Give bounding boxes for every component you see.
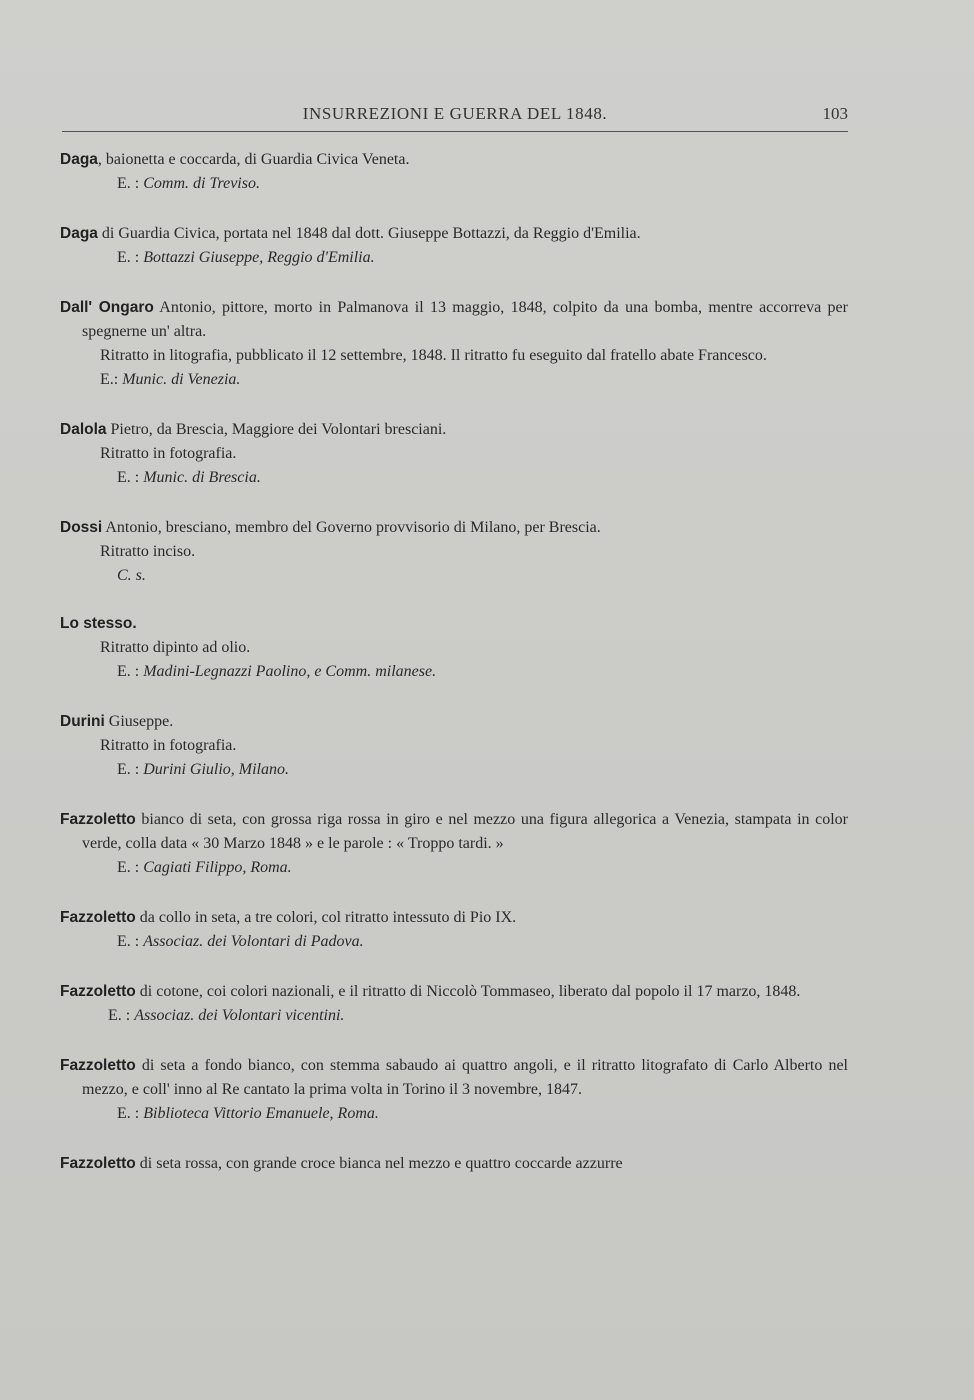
entry-keyword: Lo stesso. (60, 615, 137, 632)
entry-extra: Ritratto in litografia, pubblicato il 12 settembre, 1848. Il ritratto fu eseguito dal fratello abate Francesco. (100, 347, 767, 364)
entry-source-prefix: E. : (117, 175, 144, 192)
entry-source-prefix: E. : (117, 469, 144, 486)
header-rule (62, 131, 848, 132)
entry-source-prefix: E. : (117, 761, 144, 778)
entry-text: Antonio, pittore, morto in Palmanova il 13 maggio, 1848, colpito da una bomba, mentre accorreva per spegnerne un' altra. (82, 299, 848, 340)
entry-source: Comm. di Treviso. (143, 175, 260, 192)
entry-extra: Ritratto in fotografia. (100, 445, 237, 462)
entry-keyword: Daga (60, 225, 98, 242)
entry-text: da collo in seta, a tre colori, col ritratto intessuto di Pio IX. (135, 909, 517, 926)
entry-keyword: Fazzoletto (60, 909, 136, 926)
running-title: INSURREZIONI E GUERRA DEL 1848. (302, 104, 608, 123)
entry-source-prefix: E.: (100, 371, 123, 388)
entry-keyword: Dossi (60, 519, 103, 536)
entry (60, 222, 848, 270)
entry-source: Cagiati Filippo, Roma. (143, 859, 292, 876)
entry-source-prefix: E. : (117, 663, 144, 680)
entry-keyword: Fazzoletto (60, 811, 136, 828)
entry-source: Biblioteca Vittorio Emanuele, Roma. (143, 1105, 379, 1122)
entry-text: di Guardia Civica, portata nel 1848 dal dott. Giuseppe Bottazzi, da Reggio d'Emilia. (97, 225, 641, 242)
entry (60, 516, 848, 588)
entry-extra: Ritratto in fotografia. (100, 737, 237, 754)
entry-source: Durini Giulio, Milano. (143, 761, 289, 778)
entry-text: Pietro, da Brescia, Maggiore dei Volontari bresciani. (106, 421, 447, 438)
entry-source-prefix: E. : (117, 933, 144, 950)
entry-source: Associaz. dei Volontari di Padova. (143, 933, 364, 950)
entry-keyword: Fazzoletto (60, 1057, 136, 1074)
entry-text: , baionetta e coccarda, di Guardia Civica Veneta. (97, 151, 410, 168)
entry-source-prefix: E. : (117, 859, 144, 876)
entry-source: Munic. di Venezia. (122, 371, 241, 388)
entry-text: di cotone, coi colori nazionali, e il ritratto di Niccolò Tommaseo, liberato dal popolo il 17 marzo, 1848. (135, 983, 801, 1000)
entry-extra: Ritratto dipinto ad olio. (100, 639, 251, 656)
entry-source-prefix: E. : (108, 1007, 135, 1024)
entry (60, 808, 848, 880)
entry-source: Bottazzi Giuseppe, Reggio d'Emilia. (143, 249, 375, 266)
entry-text: Antonio, bresciano, membro del Governo provvisorio di Milano, per Brescia. (102, 519, 601, 536)
entry (60, 1152, 848, 1176)
entry-text: bianco di seta, con grossa riga rossa in giro e nel mezzo una figura allegorica a Venezia, stampata in color verde, colla data « 30 Marzo 1848 » e le parole : « Troppo tardi. » (82, 811, 848, 852)
entry-keyword: Fazzoletto (60, 1155, 136, 1172)
entry-source: C. s. (117, 567, 146, 584)
entry-keyword: Dall' Ongaro (60, 299, 154, 316)
entry-source-prefix: E. : (117, 1105, 144, 1122)
entry-keyword: Fazzoletto (60, 983, 136, 1000)
entry-source: Munic. di Brescia. (143, 469, 261, 486)
entry (60, 148, 848, 196)
entries-list (60, 148, 848, 1200)
entry (60, 612, 848, 684)
entry (60, 418, 848, 490)
page-number: 103 (822, 104, 848, 123)
entry (60, 296, 848, 392)
entry-text: Giuseppe. (104, 713, 174, 730)
entry (60, 1054, 848, 1126)
entry-text: di seta rossa, con grande croce bianca nel mezzo e quattro coccarde azzurre (135, 1155, 623, 1172)
entry-source-prefix: E. : (117, 249, 144, 266)
entry-keyword: Durini (60, 713, 105, 730)
entry (60, 906, 848, 954)
entry-source: Associaz. dei Volontari vicentini. (134, 1007, 345, 1024)
entry-extra: Ritratto inciso. (100, 543, 196, 560)
entry-text: di seta a fondo bianco, con stemma sabaudo ai quattro angoli, e il ritratto litografato di Carlo Alberto nel mezzo, e coll' inno al Re cantato la prima volta in Torino il 3 novembre, 1847. (82, 1057, 848, 1098)
entry-keyword: Daga (60, 151, 98, 168)
page-header (62, 100, 848, 130)
entry-keyword: Dalola (60, 421, 107, 438)
entry (60, 710, 848, 782)
entry-source: Madini-Legnazzi Paolino, e Comm. milanese. (143, 663, 437, 680)
entry (60, 980, 848, 1028)
